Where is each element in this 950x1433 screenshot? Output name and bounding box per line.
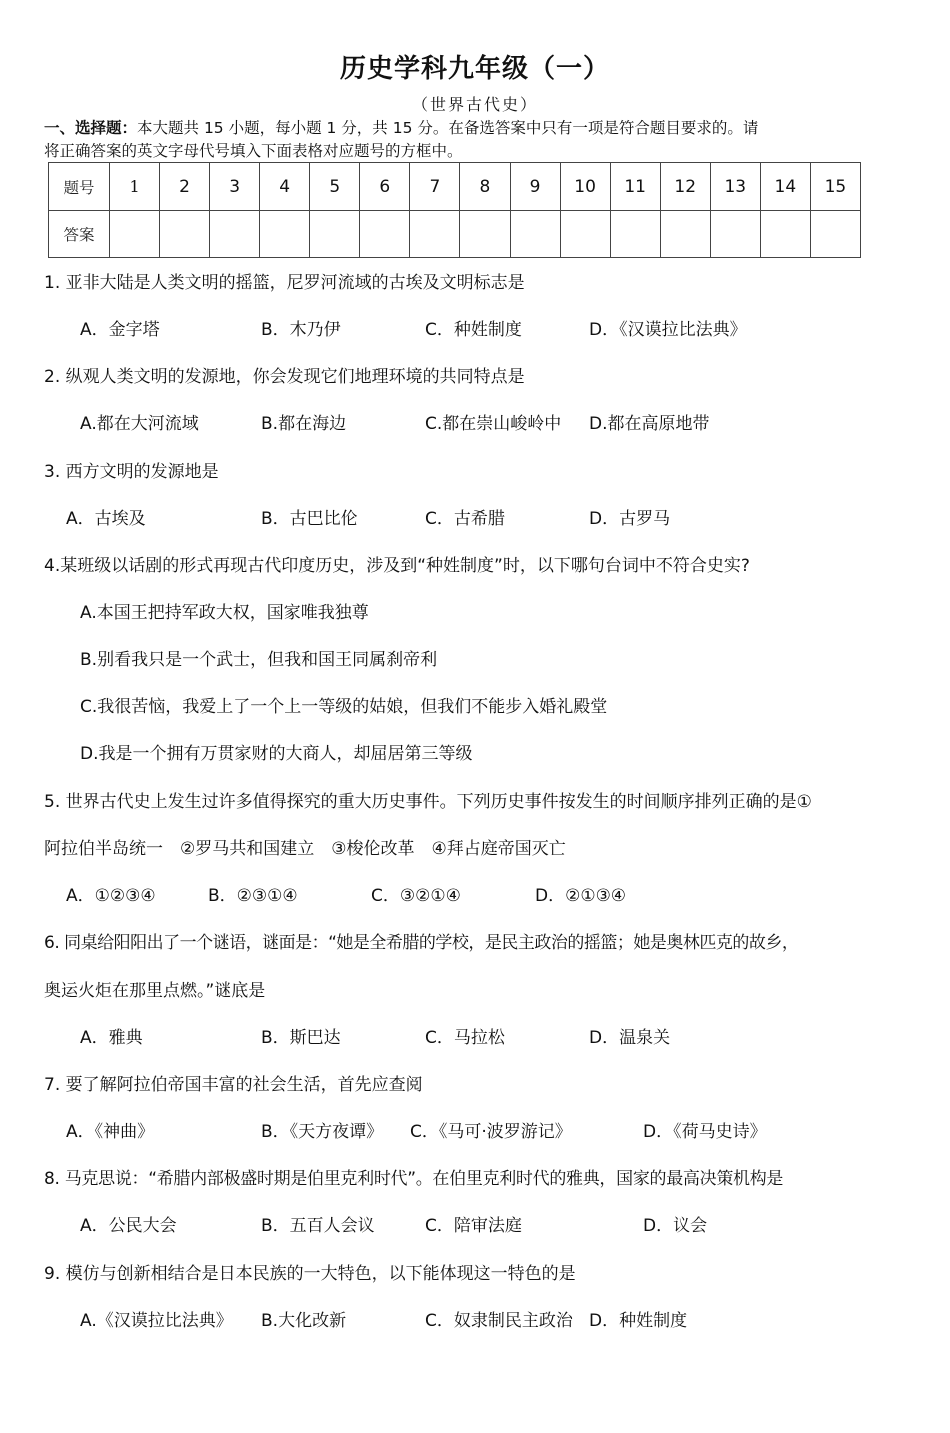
question-2-stem: 2. 纵观人类文明的发源地，你会发现它们地理环境的共同特点是 <box>44 367 525 387</box>
question-7-stem: 7. 要了解阿拉伯帝国丰富的社会生活，首先应查阅 <box>44 1075 423 1095</box>
question-9-option-d[interactable]: D．种姓制度 <box>589 1311 688 1331</box>
question-number-cell: 5 <box>310 163 360 211</box>
question-7-option-d[interactable]: D．《荷马史诗》 <box>643 1122 767 1142</box>
question-5-stem-line-2: 阿拉伯半岛统一 ②罗马共和国建立 ③梭伦改革 ④拜占庭帝国灭亡 <box>44 839 566 859</box>
question-number-cell: 14 <box>760 163 810 211</box>
question-number-cell: 3 <box>210 163 260 211</box>
question-3-option-a[interactable]: A．古埃及 <box>66 509 146 529</box>
question-1-option-c[interactable]: C．种姓制度 <box>425 320 522 340</box>
question-number-cell: 13 <box>710 163 760 211</box>
question-7-option-b[interactable]: B．《天方夜谭》 <box>261 1122 384 1142</box>
question-number-cell: 8 <box>460 163 510 211</box>
question-2-option-a[interactable]: A.都在大河流域 <box>80 414 199 434</box>
question-number-cell: 9 <box>510 163 560 211</box>
question-8-option-c[interactable]: C．陪审法庭 <box>425 1216 522 1236</box>
answer-cell[interactable] <box>460 211 510 258</box>
answer-cell[interactable] <box>660 211 710 258</box>
question-7-option-c[interactable]: C．《马可·波罗游记》 <box>410 1122 572 1142</box>
question-number-cell: 2 <box>160 163 210 211</box>
answer-cell[interactable] <box>360 211 410 258</box>
question-6-option-b[interactable]: B．斯巴达 <box>261 1028 341 1048</box>
answer-cell[interactable] <box>710 211 760 258</box>
question-5-option-a[interactable]: A．①②③④ <box>66 886 156 906</box>
question-1-option-b[interactable]: B．木乃伊 <box>261 320 341 340</box>
question-9-option-b[interactable]: B.大化改新 <box>261 1311 347 1331</box>
question-3-option-c[interactable]: C．古希腊 <box>425 509 505 529</box>
question-4-stem: 4.某班级以话剧的形式再现古代印度历史，涉及到“种姓制度”时，以下哪句台词中不符合史实? <box>44 556 750 576</box>
question-6-stem-line-1: 6. 同桌给阳阳出了一个谜语，谜面是：“她是全希腊的学校，是民主政治的摇篮；她是奥林匹克的故乡， <box>44 933 799 953</box>
question-9-option-c[interactable]: C．奴隶制民主政治 <box>425 1311 573 1331</box>
question-8-option-b[interactable]: B．五百人会议 <box>261 1216 375 1236</box>
row-header-answer: 答案 <box>49 211 110 258</box>
question-8-option-a[interactable]: A．公民大会 <box>80 1216 177 1236</box>
answer-cell[interactable] <box>210 211 260 258</box>
section-label: 一、选择题： <box>44 119 138 137</box>
answer-cell[interactable] <box>160 211 210 258</box>
question-number-cell: 10 <box>560 163 610 211</box>
answer-cell[interactable] <box>110 211 160 258</box>
question-number-cell: 15 <box>810 163 860 211</box>
question-2-option-b[interactable]: B.都在海边 <box>261 414 347 434</box>
question-3-option-b[interactable]: B．古巴比伦 <box>261 509 358 529</box>
answer-cell[interactable] <box>310 211 360 258</box>
answer-cell[interactable] <box>610 211 660 258</box>
page-subtitle: （世界古代史） <box>411 95 538 114</box>
question-8-option-d[interactable]: D．议会 <box>643 1216 708 1236</box>
page-title: 历史学科九年级（一） <box>339 54 610 84</box>
question-4-option-c[interactable]: C.我很苦恼，我爱上了一个上一等级的姑娘，但我们不能步入婚礼殿堂 <box>80 697 608 717</box>
question-4-option-d[interactable]: D.我是一个拥有万贯家财的大商人，却屈居第三等级 <box>80 744 473 764</box>
question-2-option-d[interactable]: D.都在高原地带 <box>589 414 710 434</box>
answer-table-answer-row <box>49 211 861 258</box>
question-6-option-c[interactable]: C．马拉松 <box>425 1028 505 1048</box>
question-6-option-a[interactable]: A．雅典 <box>80 1028 143 1048</box>
question-1-option-a[interactable]: A．金字塔 <box>80 320 160 340</box>
question-9-stem: 9. 模仿与创新相结合是日本民族的一大特色，以下能体现这一特色的是 <box>44 1264 576 1284</box>
answer-table-number-row <box>49 163 861 211</box>
question-6-stem-line-2: 奥运火炬在那里点燃。”谜底是 <box>44 981 266 1001</box>
answer-cell[interactable] <box>560 211 610 258</box>
question-5-option-c[interactable]: C．③②①④ <box>371 886 461 906</box>
row-header-number: 题号 <box>49 163 110 211</box>
question-1-option-d[interactable]: D．《汉谟拉比法典》 <box>589 320 747 340</box>
question-3-stem: 3. 西方文明的发源地是 <box>44 462 219 482</box>
answer-cell[interactable] <box>810 211 860 258</box>
section-text-2: 将正确答案的英文字母代号填入下面表格对应题号的方框中。 <box>44 142 463 160</box>
question-8-stem: 8. 马克思说：“希腊内部极盛时期是伯里克利时代”。在伯里克利时代的雅典，国家的最高决策机构是 <box>44 1169 784 1189</box>
question-number-cell: 1 <box>110 163 160 211</box>
question-6-option-d[interactable]: D．温泉关 <box>589 1028 671 1048</box>
answer-cell[interactable] <box>760 211 810 258</box>
answer-table <box>48 162 861 258</box>
question-2-option-c[interactable]: C.都在崇山峻岭中 <box>425 414 562 434</box>
answer-cell[interactable] <box>410 211 460 258</box>
section-instructions <box>44 117 874 163</box>
question-number-cell: 6 <box>360 163 410 211</box>
question-number-cell: 7 <box>410 163 460 211</box>
question-5-stem-line-1: 5. 世界古代史上发生过许多值得探究的重大历史事件。下列历史事件按发生的时间顺序排列正确的是① <box>44 792 812 812</box>
question-1-stem: 1. 亚非大陆是人类文明的摇篮，尼罗河流域的古埃及文明标志是 <box>44 273 525 293</box>
question-4-option-a[interactable]: A.本国王把持军政大权，国家唯我独尊 <box>80 603 369 623</box>
question-number-cell: 11 <box>610 163 660 211</box>
answer-cell[interactable] <box>260 211 310 258</box>
question-5-option-b[interactable]: B．②③①④ <box>208 886 298 906</box>
question-number-cell: 4 <box>260 163 310 211</box>
question-4-option-b[interactable]: B.别看我只是一个武士，但我和国王同属刹帝利 <box>80 650 438 670</box>
section-text-1: 本大题共 15 小题，每小题 1 分，共 15 分。在备选答案中只有一项是符合题目要求的。请 <box>137 119 759 137</box>
question-9-option-a[interactable]: A.《汉谟拉比法典》 <box>80 1311 233 1331</box>
question-5-option-d[interactable]: D．②①③④ <box>535 886 627 906</box>
question-3-option-d[interactable]: D．古罗马 <box>589 509 671 529</box>
question-number-cell: 12 <box>660 163 710 211</box>
question-7-option-a[interactable]: A．《神曲》 <box>66 1122 155 1142</box>
answer-cell[interactable] <box>510 211 560 258</box>
